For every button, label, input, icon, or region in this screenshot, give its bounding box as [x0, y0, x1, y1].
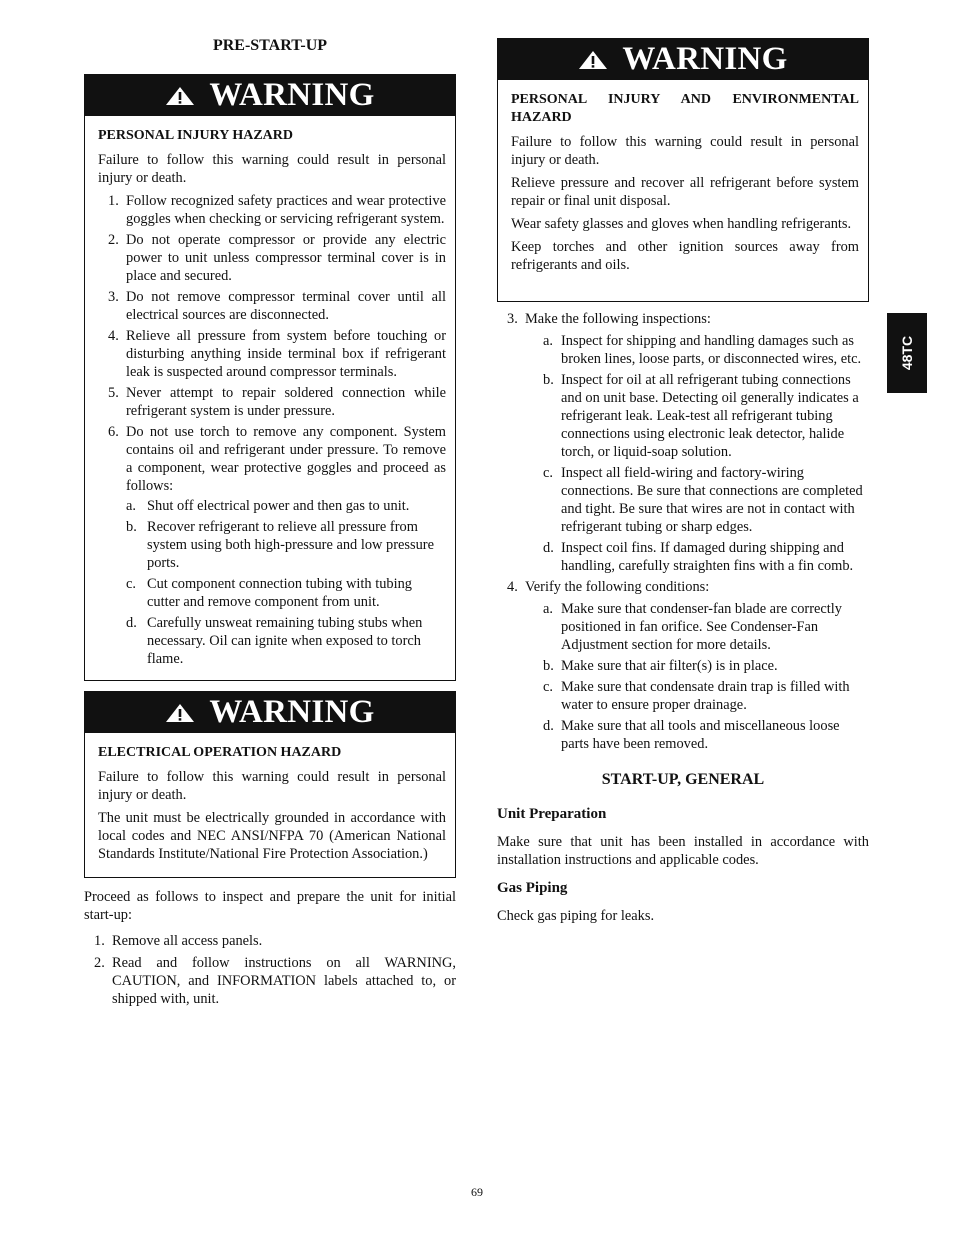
sub-list-item: b. Make sure that air filter(s) is in place.: [543, 658, 778, 674]
list-item: 2. Do not operate compressor or provide any electric power to unit unless compressor terminal cover is in place and secured.: [108, 232, 446, 284]
sub-list-item: a. Inspect for shipping and handling damages such as broken lines, loose parts, or disconnected wires, etc.: [543, 333, 862, 367]
unit-preparation-text: Make sure that unit has been installed in accordance with installation instructions and applicable codes.: [497, 834, 869, 868]
subsection-title-unit-preparation: Unit Preparation: [497, 806, 607, 822]
warning-paragraph: Relieve pressure and recover all refrigerant before system repair or final unit disposal.: [511, 175, 859, 209]
hazard-title: PERSONAL INJURY HAZARD: [98, 128, 294, 143]
list-item: 3. Do not remove compressor terminal cover until all electrical sources are disconnected.: [108, 289, 446, 323]
sub-list-item: d. Make sure that all tools and miscellaneous loose parts have been removed.: [543, 718, 840, 752]
section-title-pre-start-up: PRE-START-UP: [212, 37, 328, 54]
side-tab: [887, 313, 927, 393]
warning-box-electrical: [84, 691, 456, 878]
list-item: 6. Do not use torch to remove any component. System contains oil and refrigerant under pressure. To remove a component, wear protective goggles and proceed as follows: a. Shut off electrical power and then gas to unit. b. Recover refrigerant to relieve all pressure from system using both high-pressure and low pressure ports. c. Cut component connection tubing with tubing cutter and remove component from unit. d. Carefully unsweat remaining tubing stubs when necessary. Oil can ignite when exposed to torch flame.: [108, 424, 446, 667]
list-item: 2. Read and follow instructions on all WARNING, CAUTION, and INFORMATION labels attached to, or shipped with, unit.: [94, 955, 456, 1007]
steps-list: [84, 932, 456, 1008]
list-item: 3. Make the following inspections: a. Inspect for shipping and handling damages such as broken lines, loose parts, or disconnected wires, etc. b. Inspect for oil at all refrigerant tubing connections and on unit base. Detecting oil generally indicates a refrigerant leak. Leak-test all refrigerant tubing connections using electronic leak detector, halide torch, or liquid-soap solution. c. Inspect all field-wiring and factory-wiring connections. Be sure that connections are completed and tight. Be sure that wires are not in contact with refrigerant tubing or sharp edges. d. Inspect coil fins. If damaged during shipping and handling, carefully straighten fins with a fin comb.: [497, 310, 869, 575]
page-number: 69: [471, 1185, 483, 1199]
warning-box-environmental: [497, 38, 869, 302]
sub-list-item: c. Inspect all field-wiring and factory-wiring connections. Be sure that connections are completed and tight. Be sure that wires are not in contact with refrigerant tubing or sharp edges.: [543, 465, 863, 535]
list-item: 1. Follow recognized safety practices and wear protective goggles when checking or servicing refrigerant system.: [108, 193, 446, 227]
warning-paragraph: Failure to follow this warning could result in personal injury or death.: [511, 134, 859, 168]
proceed-paragraph: Proceed as follows to inspect and prepare the unit for initial start-up:: [84, 889, 456, 923]
sub-list: [533, 332, 869, 575]
sub-list-item: c. Make sure that condensate drain trap is filled with water to ensure proper drainage.: [543, 679, 850, 713]
sub-list-item: d. Inspect coil fins. If damaged during shipping and handling, carefully straighten fins with a fin comb.: [543, 540, 854, 574]
sub-list-item: a. Shut off electrical power and then gas to unit.: [126, 498, 410, 514]
warning-banner-text: WARNING: [209, 694, 375, 730]
subsection-title-gas-piping: Gas Piping: [497, 880, 568, 896]
warning-box-personal-injury: [84, 74, 456, 681]
list-item: 5. Never attempt to repair soldered connection while refrigerant system is under pressure.: [108, 385, 446, 419]
warning-triangle-icon: [165, 703, 195, 723]
section-title-start-up-general: START-UP, GENERAL: [601, 771, 765, 788]
safety-list: [98, 192, 446, 668]
warning-banner: [85, 75, 455, 116]
warning-banner: [85, 692, 455, 733]
sub-list-item: b. Inspect for oil at all refrigerant tubing connections and on unit base. Detecting oil generally indicates a refrigerant leak. Leak-test all refrigerant tubing connections using electronic leak detector, halide torch, or liquid-soap solution.: [543, 372, 859, 460]
sub-list: [126, 497, 446, 668]
warning-triangle-icon: [578, 50, 608, 70]
side-tab-label: 48TC: [898, 335, 915, 371]
warning-body: The unit must be electrically grounded in accordance with local codes and NEC ANSI/NFPA 70 (American National Standards Institute/National Fire Protection Association.): [98, 810, 446, 862]
gas-piping-text: Check gas piping for leaks.: [497, 908, 655, 924]
list-item: 1. Remove all access panels.: [94, 933, 263, 949]
list-item: 4. Verify the following conditions: a. Make sure that condenser-fan blade are correctly positioned in fan orifice. See Condenser-Fan Adjustment section for more details. b. Make sure that air filter(s) is in place. c. Make sure that condensate drain trap is filled with water to ensure proper drainage. d. Make sure that all tools and miscellaneous loose parts have been removed.: [497, 578, 869, 753]
warning-intro: Failure to follow this warning could result in personal injury or death.: [98, 769, 446, 803]
warning-banner-text: WARNING: [622, 41, 788, 77]
warning-paragraph: Wear safety glasses and gloves when handling refrigerants.: [511, 216, 852, 232]
sub-list-item: c. Cut component connection tubing with tubing cutter and remove component from unit.: [126, 576, 412, 610]
warning-banner: [498, 39, 868, 80]
sub-list-item: d. Carefully unsweat remaining tubing stubs when necessary. Oil can ignite when exposed to torch flame.: [126, 615, 423, 667]
hazard-title: ELECTRICAL OPERATION HAZARD: [98, 745, 342, 760]
warning-triangle-icon: [165, 86, 195, 106]
sub-list-item: a. Make sure that condenser-fan blade are correctly positioned in fan orifice. See Condenser-Fan Adjustment section for more details.: [543, 601, 842, 653]
warning-intro: Failure to follow this warning could result in personal injury or death.: [98, 152, 446, 186]
sub-list: [533, 600, 869, 753]
hazard-title: PERSONAL INJURY AND ENVIRONMENTAL HAZARD: [511, 92, 859, 125]
sub-list-item: b. Recover refrigerant to relieve all pressure from system using both high-pressure and low pressure ports.: [126, 519, 434, 571]
right-column: [497, 38, 869, 930]
warning-paragraph: Keep torches and other ignition sources away from refrigerants and oils.: [511, 239, 859, 273]
inspection-list: [497, 310, 869, 753]
left-column: [84, 36, 456, 1012]
list-item: 4. Relieve all pressure from system before touching or disturbing anything inside terminal box if refrigerant leak is suspected around compressor terminals.: [108, 328, 446, 380]
warning-banner-text: WARNING: [209, 77, 375, 113]
